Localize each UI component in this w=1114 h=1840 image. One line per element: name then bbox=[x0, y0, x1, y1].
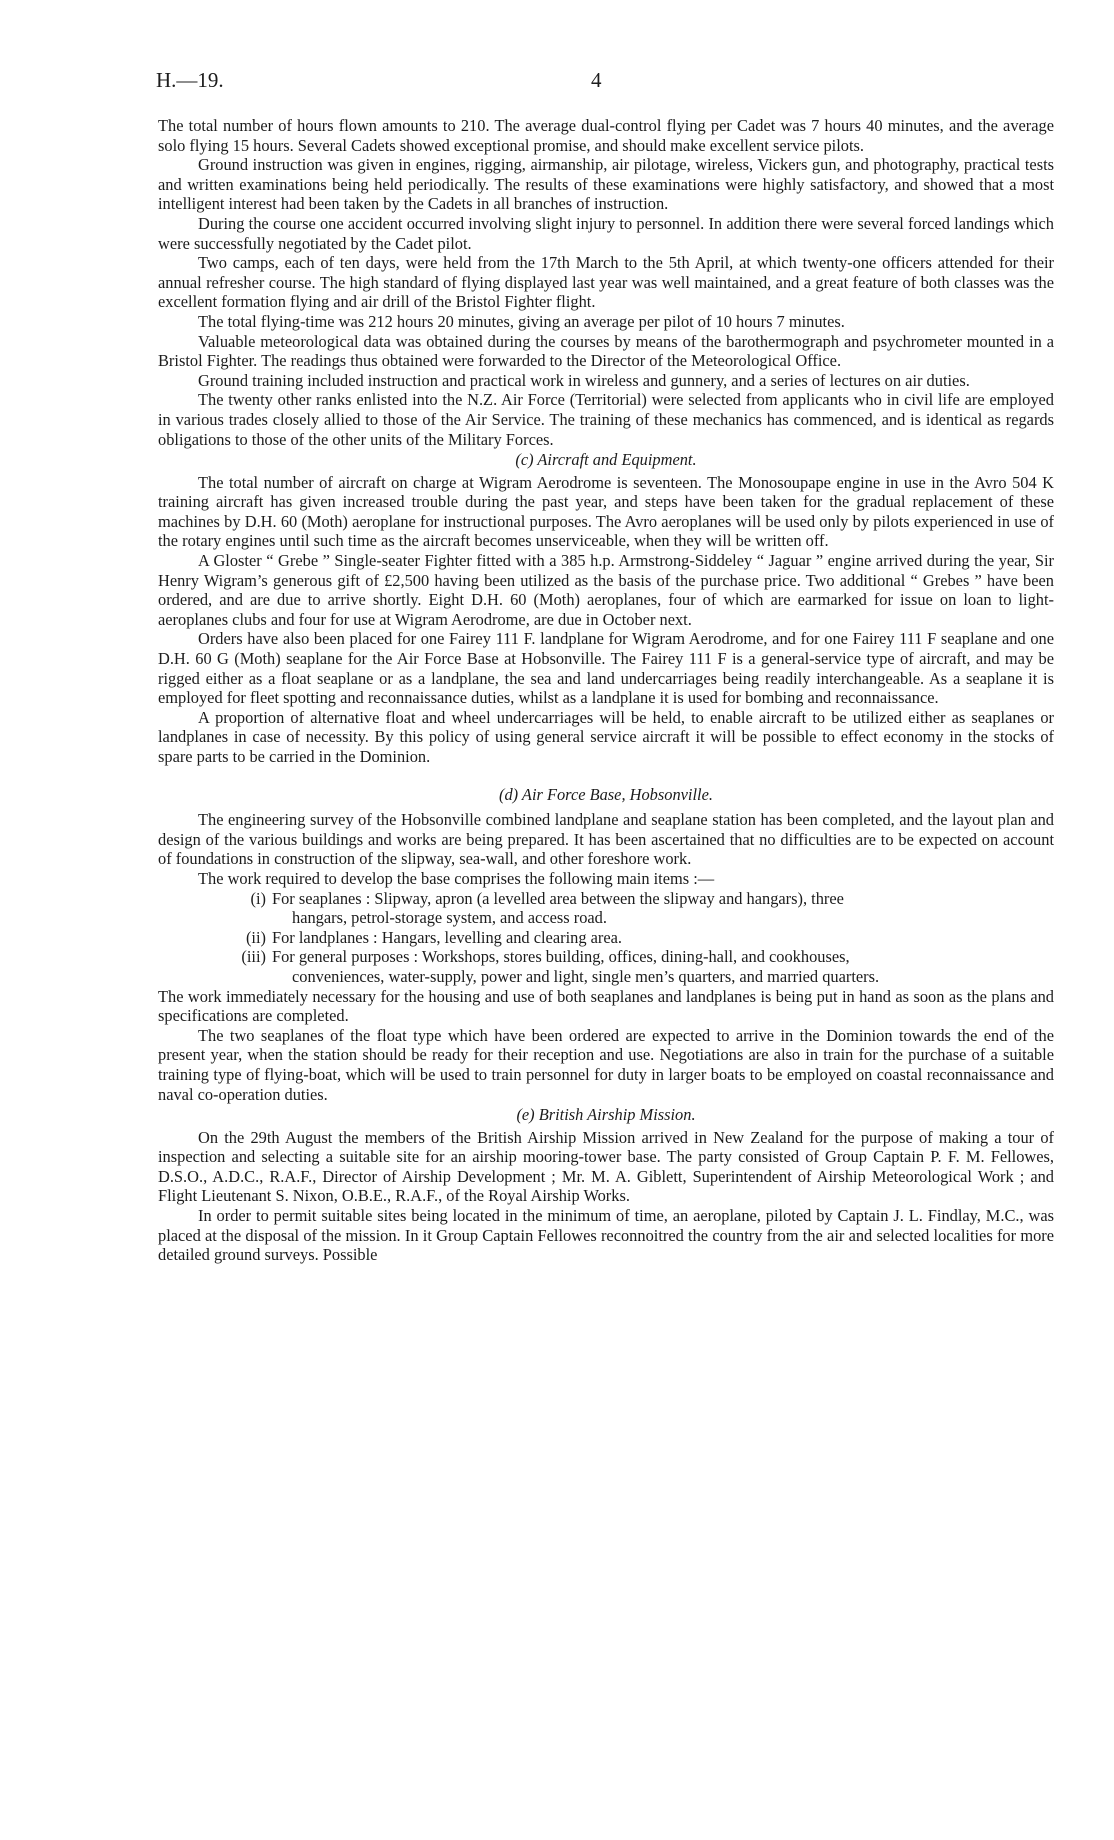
list-item-number: (i) bbox=[250, 888, 266, 908]
section-heading-aircraft-equipment: (c) Aircraft and Equipment. bbox=[515, 450, 697, 470]
list-item-first-line: For landplanes : Hangars, levelling and clearing area. bbox=[272, 927, 622, 947]
section-heading-air-force-base: (d) Air Force Base, Hobsonville. bbox=[499, 784, 713, 804]
list-item-continuation: hangars, petrol-storage system, and access road. bbox=[292, 908, 607, 928]
page-number: 4 bbox=[591, 68, 602, 92]
list-item-number: (iii) bbox=[241, 947, 266, 967]
paragraph: Ground training included instruction and practical work in wireless and gunnery, and a series of lectures on air duties. bbox=[198, 370, 970, 390]
paragraph: A proportion of alternative float and wheel undercarriages will be held, to enable aircraft to be utilized either as seaplanes or landplanes in case of necessity. By this policy of using general service aircraft it will be possible to effect economy in the stocks of spare parts to be carried in the Dominion. bbox=[158, 707, 1054, 766]
section-heading-british-airship-mission: (e) British Airship Mission. bbox=[516, 1105, 696, 1125]
list-item-text bbox=[272, 889, 1054, 928]
works-list bbox=[158, 889, 1054, 987]
list-item-number: (ii) bbox=[245, 927, 266, 947]
list-item-text bbox=[272, 928, 1054, 948]
document-reference: H.—19. bbox=[156, 68, 224, 92]
list-item-first-line: For seaplanes : Slipway, apron (a levelled area between the slipway and hangars), three bbox=[272, 888, 844, 908]
list-item bbox=[236, 928, 1054, 948]
list-item-text bbox=[272, 947, 1054, 986]
paragraph: The work immediately necessary for the housing and use of both seaplanes and landplanes is being put in hand as soon as the plans and specifications are completed. bbox=[158, 986, 1054, 1026]
paragraph: In order to permit suitable sites being located in the minimum of time, an aeroplane, piloted by Captain J. L. Findlay, M.C., was placed at the disposal of the mission. In it Group Captain Fellowes reconnoitred the country from the air and selected localities for more detailed ground surveys. Possible bbox=[158, 1206, 1054, 1265]
list-item bbox=[236, 889, 1054, 928]
list-item-continuation: conveniences, water-supply, power and light, single men’s quarters, and married quarters. bbox=[292, 966, 880, 986]
paragraph: During the course one accident occurred involving slight injury to personnel. In addition there were several forced landings which were successfully negotiated by the Cadet pilot. bbox=[158, 213, 1054, 253]
paragraph: The twenty other ranks enlisted into the N.Z. Air Force (Territorial) were selected from applicants who in civil life are employed in various trades closely allied to those of the Air Service. The training of these mechanics has commenced, and is identical as regards obligations to those of the other units of the Military Forces. bbox=[158, 390, 1054, 449]
paragraph: The work required to develop the base comprises the following main items :— bbox=[198, 868, 715, 888]
paragraph: The total number of hours flown amounts to 210. The average dual-control flying per Cadet was 7 hours 40 minutes, and the average solo flying 15 hours. Several Cadets showed exceptional promise, and should make excellent service pilots. bbox=[158, 116, 1054, 155]
paragraph: Ground instruction was given in engines, rigging, airmanship, air pilotage, wireless, Vickers gun, and photography, practical tests and written examinations being held periodically. The results of these examinations were highly satisfactory, and showed that a most intelligent interest had been taken by the Cadets in all branches of instruction. bbox=[158, 155, 1054, 214]
document-body bbox=[158, 116, 1054, 1265]
paragraph: Orders have also been placed for one Fairey 111 F. landplane for Wigram Aerodrome, and for one Fairey 111 F seaplane and one D.H. 60 G (Moth) seaplane for the Air Force Base at Hobsonville. The Fairey 111 F is a general-service type of aircraft, and may be rigged either as a float seaplane or as a landplane, the sea and land undercarriages being readily interchangeable. As a seaplane it is employed for fleet spotting and reconnaissance duties, whilst as a landplane it is used for bombing and reconnaissance. bbox=[158, 629, 1054, 708]
list-item bbox=[236, 947, 1054, 986]
paragraph: The total flying-time was 212 hours 20 minutes, giving an average per pilot of 10 hours 7 minutes. bbox=[198, 311, 845, 331]
list-item-first-line: For general purposes : Workshops, stores building, offices, dining-hall, and cookhouses, bbox=[272, 947, 850, 967]
paragraph: Two camps, each of ten days, were held from the 17th March to the 5th April, at which twenty-one officers attended for their annual refresher course. The high standard of flying displayed last year was well maintained, and a great feature of both classes was the excellent formation flying and air drill of the Bristol Fighter flight. bbox=[158, 253, 1054, 312]
paragraph: A Gloster “ Grebe ” Single-seater Fighter fitted with a 385 h.p. Armstrong-Siddeley “ Jaguar ” engine arrived during the year, Sir Henry Wigram’s generous gift of £2,500 having been utilized as the basis of the purchase price. Two additional “ Grebes ” have been ordered, and are due to arrive shortly. Eight D.H. 60 (Moth) aeroplanes, four of which are earmarked for issue on loan to light-aeroplanes clubs and four for use at Wigram Aerodrome, are due in October next. bbox=[158, 551, 1054, 629]
paragraph: On the 29th August the members of the British Airship Mission arrived in New Zealand for the purpose of making a tour of inspection and selecting a suitable site for an airship mooring-tower base. The party consisted of Group Captain P. F. M. Fellowes, D.S.O., A.D.C., R.A.F., Director of Airship Development ; Mr. M. A. Giblett, Superintendent of Airship Meteorological Work ; and Flight Lieutenant S. Nixon, O.B.E., R.A.F., of the Royal Airship Works. bbox=[158, 1127, 1054, 1206]
page-header bbox=[156, 68, 1054, 94]
paragraph: The total number of aircraft on charge at Wigram Aerodrome is seventeen. The Monosoupape engine in use in the Avro 504 K training aircraft has given increased trouble during the past year, and steps have been taken for the gradual replacement of these machines by D.H. 60 (Moth) aeroplane for instructional purposes. The Avro aeroplanes will be used only by pilots experienced in use of the rotary engines until such time as the aircraft becomes unserviceable, when they will be written off. bbox=[158, 472, 1054, 551]
paragraph: The engineering survey of the Hobsonville combined landplane and seaplane station has been completed, and the layout plan and design of the various buildings and works are being prepared. It has been ascertained that no difficulties are to be expected on account of foundations in construction of the slipway, sea-wall, and other foreshore work. bbox=[158, 810, 1054, 869]
paragraph: Valuable meteorological data was obtained during the courses by means of the barothermograph and psychrometer mounted in a Bristol Fighter. The readings thus obtained were forwarded to the Director of the Meteorological Office. bbox=[158, 331, 1054, 371]
paragraph: The two seaplanes of the float type which have been ordered are expected to arrive in the Dominion towards the end of the present year, when the station should be ready for their reception and use. Negotiations are also in train for the purchase of a suitable training type of flying-boat, which will be used to train personnel for duty in larger boats to be employed on coastal reconnaissance and naval co-operation duties. bbox=[158, 1025, 1054, 1104]
